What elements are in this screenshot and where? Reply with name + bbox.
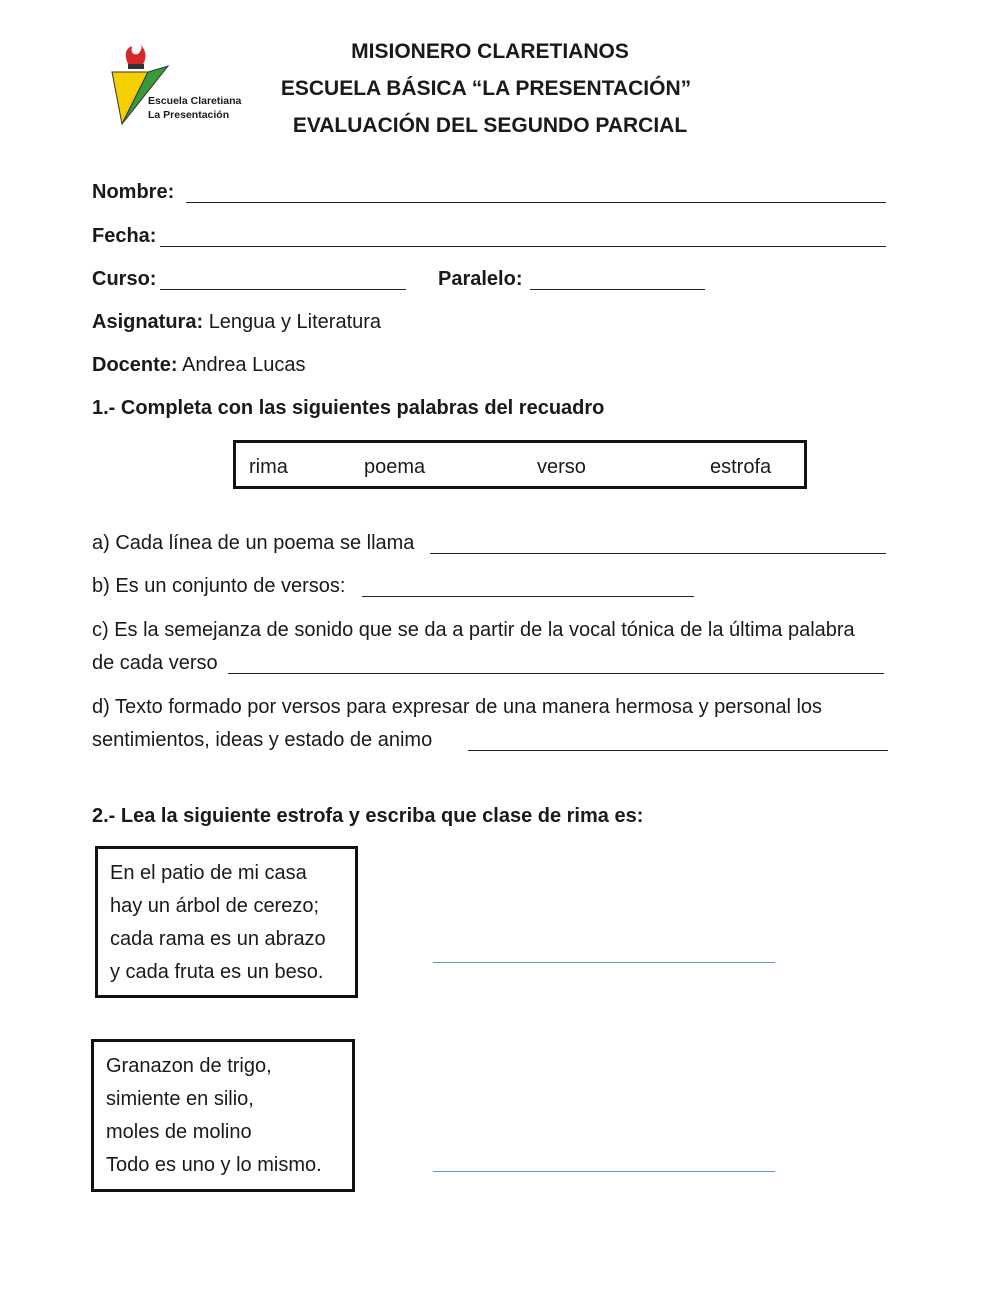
question-c-line1: c) Es la semejanza de sonido que se da a partir de la vocal tónica de la última palabra — [92, 619, 855, 641]
docente-value: Andrea Lucas — [182, 354, 306, 376]
word-bank-box — [233, 440, 807, 489]
question-a: a) Cada línea de un poema se llama — [92, 532, 415, 554]
poem-line: Granazon de trigo, — [106, 1055, 272, 1077]
question-d-line1: d) Texto formado por versos para expresar de una manera hermosa y personal los — [92, 696, 823, 718]
answer-a-field[interactable] — [430, 553, 886, 554]
word-bank-item: estrofa — [710, 456, 772, 478]
logo-text-2: La Presentación — [148, 109, 230, 121]
section1-title: 1.- Completa con las siguientes palabras del recuadro — [92, 397, 605, 419]
answer-c-field[interactable] — [228, 673, 884, 674]
fecha-label: Fecha: — [92, 225, 157, 247]
answer-d-field[interactable] — [468, 750, 888, 751]
rhyme-answer-field-2[interactable] — [433, 1171, 775, 1172]
poem-line: cada rama es un abrazo — [110, 928, 326, 950]
header-line-3: EVALUACIÓN DEL SEGUNDO PARCIAL — [292, 114, 688, 137]
poem-line: moles de molino — [106, 1121, 252, 1143]
section2-title: 2.- Lea la siguiente estrofa y escriba que clase de rima es: — [92, 805, 644, 827]
question-c-line2: de cada verso — [92, 652, 218, 674]
word-bank-item: verso — [537, 456, 586, 478]
poem-line: simiente en silio, — [106, 1088, 254, 1110]
nombre-label: Nombre: — [92, 181, 175, 203]
poem-line: y cada fruta es un beso. — [110, 961, 324, 983]
header-line-1: MISIONERO CLARETIANOS — [351, 40, 629, 63]
poem-line: Todo es uno y lo mismo. — [106, 1154, 322, 1176]
header-line-2: ESCUELA BÁSICA “LA PRESENTACIÓN” — [280, 77, 692, 100]
word-bank-item: rima — [249, 456, 288, 478]
curso-label: Curso: — [92, 268, 157, 290]
docente-label: Docente: — [92, 354, 178, 376]
asignatura-label: Asignatura: — [92, 311, 204, 333]
asignatura-value: Lengua y Literatura — [208, 311, 382, 333]
paralelo-field[interactable] — [530, 289, 705, 290]
answer-b-field[interactable] — [362, 596, 694, 597]
logo-text-1: Escuela Claretiana — [148, 95, 242, 107]
poem-box-2 — [91, 1039, 355, 1192]
question-b: b) Es un conjunto de versos: — [92, 575, 346, 597]
word-bank-item: poema — [364, 456, 426, 478]
question-d-line2: sentimientos, ideas y estado de animo — [92, 729, 433, 751]
curso-field[interactable] — [160, 289, 406, 290]
fecha-field[interactable] — [160, 246, 886, 247]
asignatura-row — [92, 310, 381, 334]
poem-line: hay un árbol de cerezo; — [110, 895, 320, 917]
rhyme-answer-field-1[interactable] — [433, 962, 775, 963]
docente-row — [92, 353, 305, 377]
poem-box-1 — [95, 846, 358, 998]
poem-line: En el patio de mi casa — [110, 862, 307, 884]
paralelo-label: Paralelo: — [438, 268, 523, 290]
nombre-field[interactable] — [186, 202, 886, 203]
